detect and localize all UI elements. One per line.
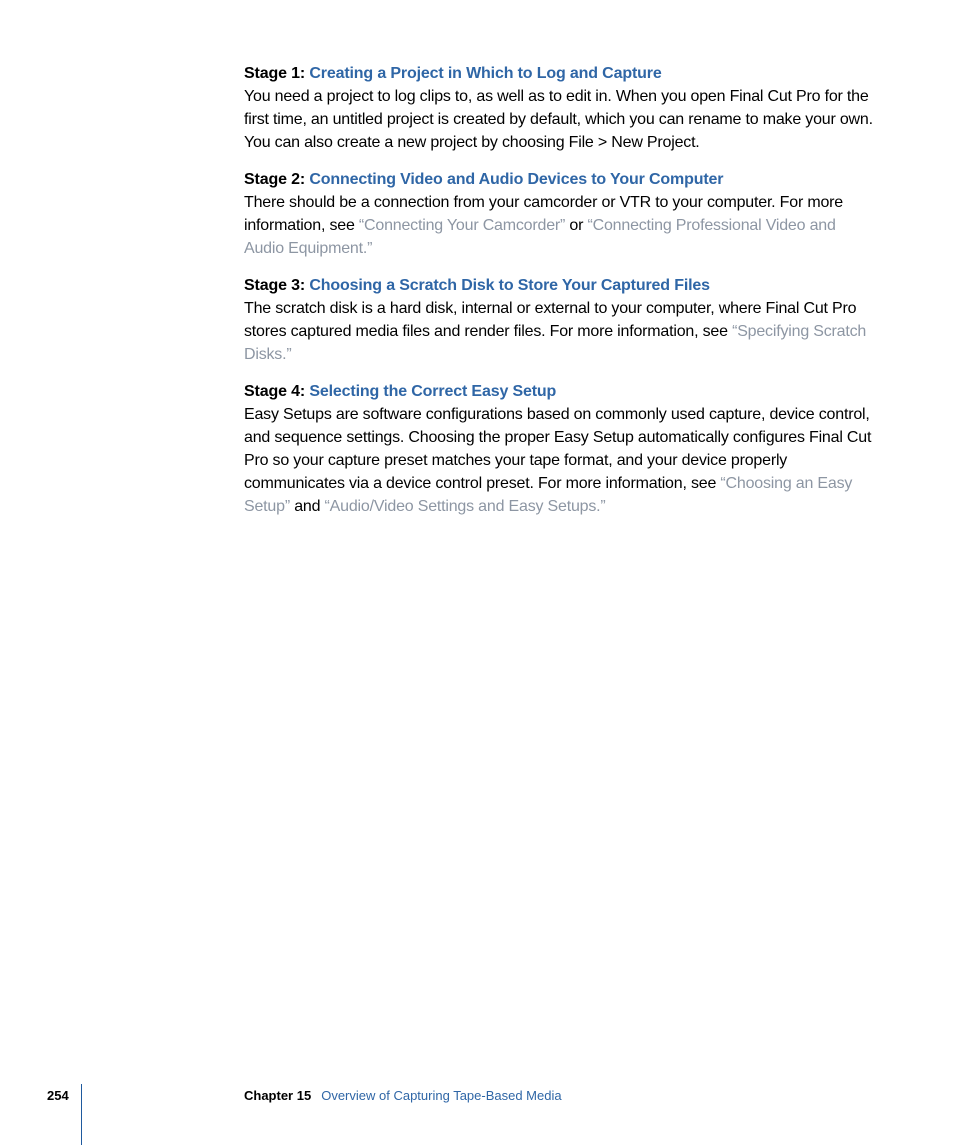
page-content <box>244 62 878 532</box>
stage-2 <box>244 168 878 260</box>
stage-1-title-link[interactable]: Creating a Project in Which to Log and Capture <box>309 65 662 82</box>
chapter-title-link[interactable]: Overview of Capturing Tape-Based Media <box>321 1088 562 1103</box>
connecting-professional-equipment-link[interactable]: “Connecting Professional Video and Audio Equipment.” <box>244 217 836 257</box>
stage-3-heading <box>244 274 878 297</box>
stage-1-heading <box>244 62 878 85</box>
stage-4 <box>244 380 878 518</box>
choosing-easy-setup-link[interactable]: “Choosing an Easy Setup” <box>244 475 853 515</box>
stage-2-label: Stage 2: <box>244 171 306 188</box>
stage-4-body <box>244 403 878 518</box>
stage-2-body-text-2: or <box>565 217 588 234</box>
stage-3-body <box>244 297 878 366</box>
stage-2-body-text-1: There should be a connection from your camcorder or VTR to your computer. For more information, see <box>244 194 843 234</box>
audio-video-settings-link[interactable]: “Audio/Video Settings and Easy Setups.” <box>324 498 606 515</box>
stage-4-body-text-1: Easy Setups are software configurations based on commonly used capture, device control, and sequence settings. Choosing the proper Easy Setup automatically configures Final Cut Pro so your capture preset matches your tape format, and your device properly communicates via a device control preset. For more information, see <box>244 406 872 492</box>
stage-2-body <box>244 191 878 260</box>
stage-2-heading <box>244 168 878 191</box>
stage-4-label: Stage 4: <box>244 383 306 400</box>
stage-3 <box>244 274 878 366</box>
stage-1-body: You need a project to log clips to, as well as to edit in. When you open Final Cut Pro for the first time, an untitled project is created by default, which you can rename to make your own. You can also create a new project by choosing File > New Project. <box>244 88 873 151</box>
specifying-scratch-disks-link[interactable]: “Specifying Scratch Disks.” <box>244 323 867 363</box>
stage-3-label: Stage 3: <box>244 277 306 294</box>
stage-3-body-text-1: The scratch disk is a hard disk, internal or external to your computer, where Final Cut Pro stores captured media files and render files. For more information, see <box>244 300 857 340</box>
footer-divider <box>81 1084 82 1145</box>
stage-4-heading <box>244 380 878 403</box>
stage-2-title-link[interactable]: Connecting Video and Audio Devices to Your Computer <box>309 171 724 188</box>
stage-4-title-link[interactable]: Selecting the Correct Easy Setup <box>309 383 557 400</box>
connecting-camcorder-link[interactable]: “Connecting Your Camcorder” <box>358 217 566 234</box>
stage-1 <box>244 62 878 154</box>
stage-1-label: Stage 1: <box>244 65 306 82</box>
stage-3-title-link[interactable]: Choosing a Scratch Disk to Store Your Captured Files <box>309 277 710 294</box>
footer-chapter <box>244 1087 562 1104</box>
page-number: 254 <box>47 1088 69 1103</box>
stage-4-body-text-2: and <box>289 498 325 515</box>
chapter-label: Chapter 15 <box>244 1088 312 1103</box>
